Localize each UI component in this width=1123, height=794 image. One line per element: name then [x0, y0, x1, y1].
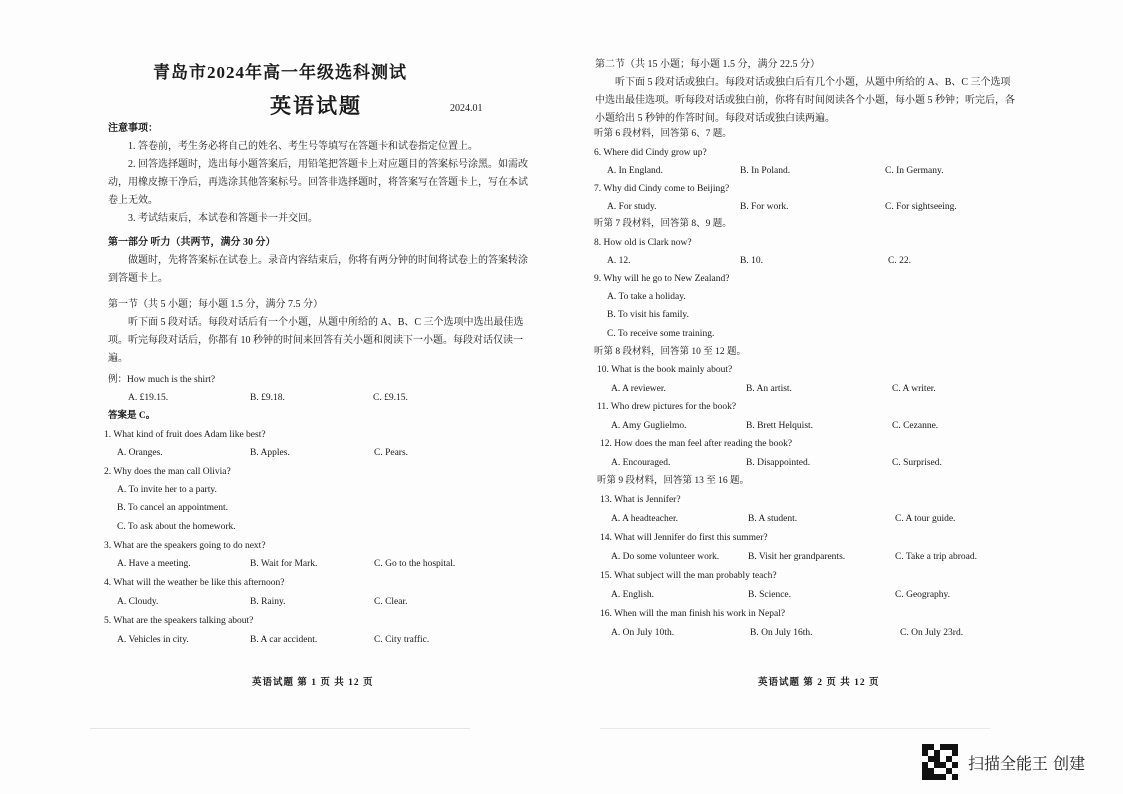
question-13: 13. What is Jennifer?: [600, 495, 681, 505]
option: A. English.: [611, 590, 655, 600]
option: B. Brett Helquist.: [746, 421, 814, 431]
exam-date: 2024.01: [450, 103, 483, 114]
section1-heading: 第一节（共 5 小题；每小题 1.5 分，满分 7.5 分）: [108, 299, 323, 310]
question-7: 7. Why did Cindy come to Beijing?: [594, 184, 730, 194]
question-4: 4. What will the weather be like this afternoon?: [104, 578, 285, 588]
option: A. On July 10th.: [611, 628, 675, 638]
example-question: 例：How much is the shirt?: [108, 375, 216, 385]
scan-artifact-line: [600, 728, 990, 729]
notice-item: 3. 考试结束后，本试卷和答题卡一并交回。: [128, 213, 318, 224]
part1-text: 做题时，先将答案标在试卷上。录音内容结束后，你将有两分钟的时间将试卷上的答案转涂到答题卡上。: [108, 255, 528, 284]
notice-item: 1. 答卷前，考生务必将自己的姓名、考生号等填写在答题卡和试卷指定位置上。: [128, 141, 478, 152]
option: C. For sightseeing.: [885, 202, 957, 212]
option: A. 12.: [607, 256, 631, 266]
option: B. Visit her grandparents.: [748, 552, 846, 562]
page-footer: 英语试题 第 2 页 共 12 页: [758, 678, 880, 688]
option: C. Clear.: [374, 597, 408, 607]
exam-subtitle: 英语试题: [270, 94, 362, 118]
option: A. Oranges.: [117, 448, 163, 458]
option: C. To receive some training.: [607, 329, 715, 339]
option: C. A tour guide.: [895, 514, 956, 524]
option: B. Disappointed.: [746, 458, 811, 468]
material-label: 听第 6 段材料，回答第 6、7 题。: [594, 129, 732, 139]
option: A. Do some volunteer work.: [611, 552, 720, 562]
option: C. Surprised.: [892, 458, 942, 468]
option: C. A writer.: [892, 384, 936, 394]
option: B. On July 16th.: [750, 628, 813, 638]
option: A. Amy Guglielmo.: [611, 421, 687, 431]
option: C. City traffic.: [374, 635, 430, 645]
example-answer: 答案是 C。: [108, 411, 156, 421]
exam-title: 青岛市2024年高一年级选科测试: [153, 63, 407, 82]
question-12: 12. How does the man feel after reading the book?: [600, 439, 793, 449]
question-2: 2. Why does the man call Olivia?: [104, 467, 231, 477]
section1: [108, 296, 528, 368]
part1-heading: 第一部分 听力（共两节，满分 30 分）: [108, 237, 276, 248]
scanner-watermark: [922, 744, 1085, 780]
option: C. To ask about the homework.: [117, 522, 236, 532]
scan-artifact-line: [90, 728, 470, 729]
option: A. To take a holiday.: [607, 292, 686, 302]
option: B. A car accident.: [250, 635, 318, 645]
section1-text: 听下面 5 段对话。每段对话后有一个小题，从题中所给的 A、B、C 三个选项中选出最佳选项。听完每段对话后，你都有 10 秒钟的时间来回答有关小题和阅读下一小题。每段对话仅读一遍。: [108, 317, 524, 364]
watermark-text: 扫描全能王 创建: [968, 753, 1086, 773]
option: A. Cloudy.: [117, 597, 159, 607]
option: C. Cezanne.: [892, 421, 939, 431]
option: C. Take a trip abroad.: [895, 552, 977, 562]
right-page: [562, 0, 1123, 794]
question-11: 11. Who drew pictures for the book?: [597, 402, 737, 412]
option: A. Have a meeting.: [117, 559, 191, 569]
example-option: C. £9.15.: [373, 393, 408, 403]
option: B. Wait for Mark.: [250, 559, 318, 569]
option: B. To visit his family.: [607, 310, 689, 320]
option: A. A headteacher.: [611, 514, 679, 524]
question-15: 15. What subject will the man probably teach?: [600, 571, 777, 581]
option: C. Geography.: [895, 590, 951, 600]
option: B. A student.: [748, 514, 798, 524]
part1-section: [108, 234, 528, 288]
option: A. Encouraged.: [611, 458, 671, 468]
question-16: 16. When will the man finish his work in Nepal?: [600, 609, 786, 619]
option: C. Pears.: [374, 448, 409, 458]
option: A. A reviewer.: [611, 384, 666, 394]
question-6: 6. Where did Cindy grow up?: [594, 148, 707, 158]
option: B. To cancel an appointment.: [117, 503, 229, 513]
question-9: 9. Why will he go to New Zealand?: [594, 274, 730, 284]
option: C. 22.: [888, 256, 911, 266]
option: B. Apples.: [250, 448, 290, 458]
notice-section: [108, 120, 528, 228]
option: C. In Germany.: [885, 166, 944, 176]
notice-item: 2. 回答选择题时，选出每小题答案后，用铅笔把答题卡上对应题目的答案标号涂黑。如需改动，用橡皮擦干净后，再选涂其他答案标号。回答非选择题时，将答案写在答题卡上，写在本试卷上无效。: [108, 159, 528, 206]
option: A. To invite her to a party.: [117, 485, 217, 495]
option: A. In England.: [607, 166, 663, 176]
option: B. Science.: [748, 590, 792, 600]
section2-heading: 第二节（共 15 小题；每小题 1.5 分，满分 22.5 分）: [595, 59, 820, 70]
question-1: 1. What kind of fruit does Adam like best?: [104, 430, 266, 440]
page-footer: 英语试题 第 1 页 共 12 页: [252, 678, 374, 688]
material-label: 听第 9 段材料，回答第 13 至 16 题。: [597, 476, 750, 486]
option: B. An artist.: [746, 384, 792, 394]
question-8: 8. How old is Clark now?: [594, 238, 692, 248]
example-option: B. £9.18.: [250, 393, 285, 403]
option: A. For study.: [607, 202, 657, 212]
left-page: [0, 0, 560, 794]
material-label: 听第 8 段材料，回答第 10 至 12 题。: [594, 347, 747, 357]
qr-code-icon: [922, 744, 958, 780]
section2: [595, 56, 1015, 128]
question-14: 14. What will Jennifer do first this summer?: [600, 533, 768, 543]
option: C. On July 23rd.: [900, 628, 964, 638]
question-10: 10. What is the book mainly about?: [597, 365, 733, 375]
section2-text: 听下面 5 段对话或独白。每段对话或独白后有几个小题，从题中所给的 A、B、C 三个选项中选出最佳选项。听每段对话或独白前，你将有时间阅读各个小题，每小题 5 秒钟；听完后，各小题给出 5 秒钟的作答时间。每段对话或独白读两遍。: [595, 77, 1015, 124]
option: B. For work.: [740, 202, 789, 212]
question-3: 3. What are the speakers going to do next?: [104, 541, 266, 551]
option: B. 10.: [740, 256, 763, 266]
question-5: 5. What are the speakers talking about?: [104, 616, 254, 626]
option: A. Vehicles in city.: [117, 635, 189, 645]
option: C. Go to the hospital.: [374, 559, 456, 569]
example-option: A. £19.15.: [128, 393, 169, 403]
option: B. In Poland.: [740, 166, 791, 176]
option: B. Rainy.: [250, 597, 286, 607]
notice-heading: 注意事项：: [108, 123, 158, 134]
material-label: 听第 7 段材料，回答第 8、9 题。: [594, 219, 732, 229]
